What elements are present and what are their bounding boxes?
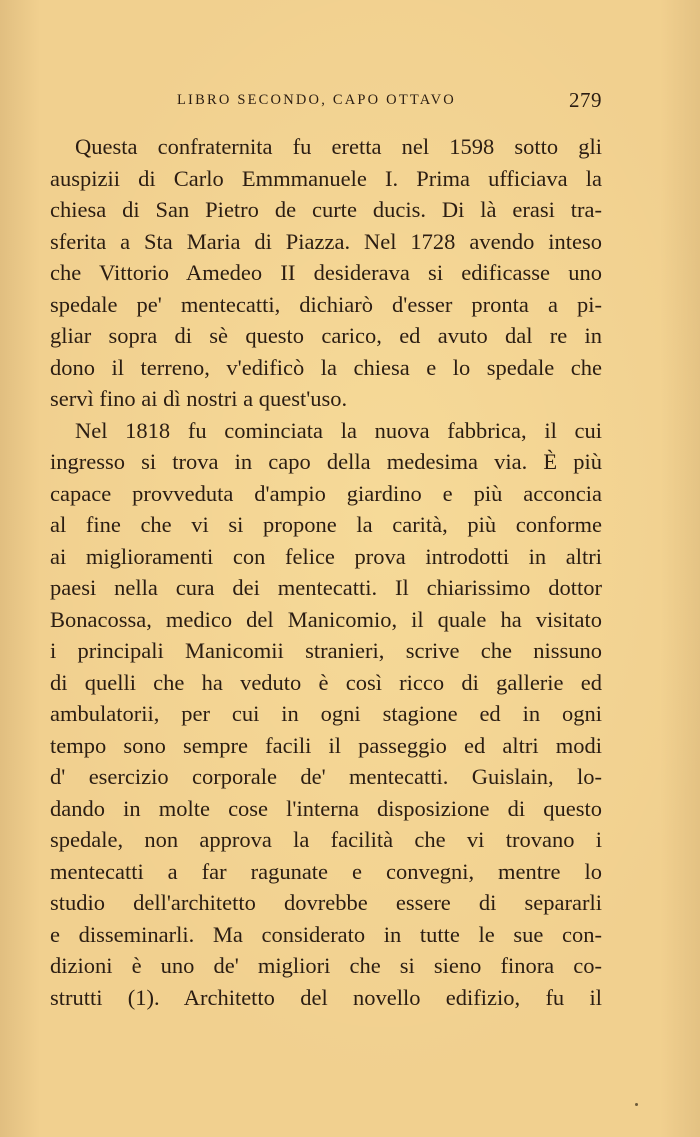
text-line: spedale, non approva la facilità che vi trovano i	[50, 827, 602, 852]
text-line: auspizii di Carlo Emmmanuele I. Prima ufficiava la	[50, 165, 602, 191]
text-line: strutti (1). Architetto del novello edifizio, fu il	[50, 984, 602, 1010]
text-line: al fine che vi si propone la carità, più conforme	[50, 512, 602, 537]
text-line: Nel 1818 fu cominciata la nuova fabbrica, il cui	[75, 417, 602, 443]
text-line: capace provveduta d'ampio giardino e più acconcia	[50, 480, 602, 506]
text-line: ingresso si trova in capo della medesima via. È più	[50, 449, 602, 474]
text-line: che Vittorio Amedeo II desiderava si edificasse uno	[50, 260, 602, 285]
text-line: dando in molte cose l'interna disposizione di questo	[50, 795, 602, 821]
text-line: ambulatorii, per cui in ogni stagione ed in ogni	[50, 701, 602, 726]
text-line: studio dell'architetto dovrebbe essere di separarli	[50, 890, 602, 915]
paper-speck	[635, 1103, 638, 1106]
text-line: e disseminarli. Ma considerato in tutte le sue con-	[50, 921, 602, 947]
text-line: sferita a Sta Maria di Piazza. Nel 1728 avendo inteso	[50, 228, 602, 254]
text-line: mentecatti a far ragunate e convegni, mentre lo	[50, 858, 602, 884]
page-header	[50, 88, 602, 114]
text-line: Bonacossa, medico del Manicomio, il quale ha visitato	[50, 606, 602, 632]
text-line: d' esercizio corporale de' mentecatti. Guislain, lo-	[50, 764, 602, 789]
text-line: i principali Manicomii stranieri, scrive che nissuno	[50, 638, 602, 663]
page-number: 279	[569, 88, 602, 112]
text-line: tempo sono sempre facili il passeggio ed altri modi	[50, 732, 602, 758]
text-line: chiesa di San Pietro de curte ducis. Di là erasi tra-	[50, 197, 602, 222]
text-line: servì fino ai dì nostri a quest'uso.	[50, 386, 348, 411]
text-line: paesi nella cura dei mentecatti. Il chiarissimo dottor	[50, 575, 602, 600]
text-line: Questa confraternita fu eretta nel 1598 sotto gli	[75, 134, 602, 159]
text-line: gliar sopra di sè questo carico, ed avuto dal re in	[50, 323, 602, 348]
text-line: dizioni è uno de' migliori che si sieno finora co-	[50, 953, 602, 978]
running-head: LIBRO SECONDO, CAPO OTTAVO	[177, 92, 456, 108]
text-line: ai miglioramenti con felice prova introdotti in altri	[50, 543, 602, 569]
text-line: spedale pe' mentecatti, dichiarò d'esser pronta a pi-	[50, 291, 602, 317]
text-line: di quelli che ha veduto è così ricco di gallerie ed	[50, 669, 602, 695]
body-text	[50, 131, 602, 1013]
text-line: dono il terreno, v'edificò la chiesa e lo spedale che	[50, 354, 602, 380]
